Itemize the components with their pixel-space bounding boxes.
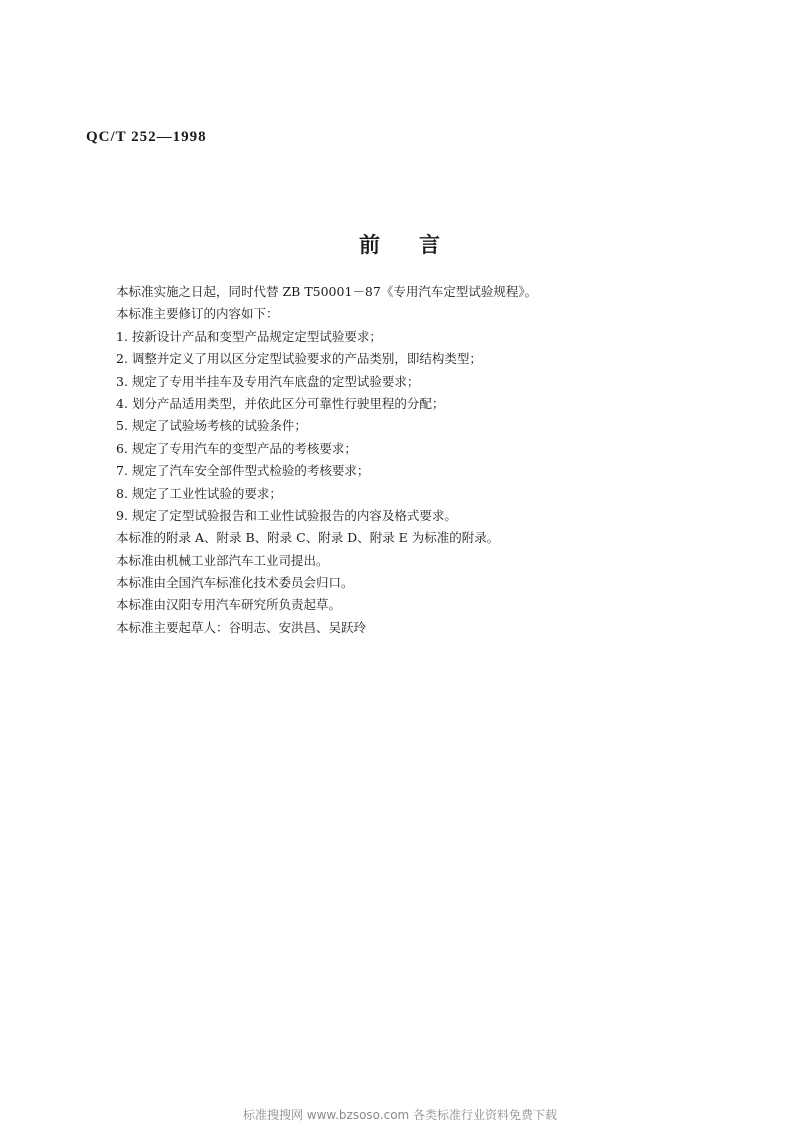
paragraph-drafting-unit: 本标准由汉阳专用汽车研究所负责起草。 [116,597,342,613]
title-char-1: 前 [359,232,381,257]
list-item: 2. 调整并定义了用以区分定型试验要求的产品类别，即结构类型； [116,351,482,367]
paragraph-committee: 本标准由全国汽车标准化技术委员会归口。 [116,575,354,591]
list-item: 9. 规定了定型试验报告和工业性试验报告的内容及格式要求。 [116,507,457,523]
watermark-footer: 标准搜搜网 www.bzsoso.com 各类标准行业资料免费下载 [242,1108,558,1122]
paragraph-proposer: 本标准由机械工业部汽车工业司提出。 [116,552,329,568]
paragraph-appendix: 本标准的附录 A、附录 B、附录 C、附录 D、附录 E 为标准的附录。 [116,530,500,546]
paragraph-drafters: 本标准主要起草人：谷明志、安洪昌、吴跃玲 [116,619,367,635]
paragraph-replacement: 本标准实施之日起，同时代替 ZB T50001－87《专用汽车定型试验规程》。 [116,284,538,299]
standard-number: QC/T 252—1998 [86,129,207,145]
list-item: 4. 划分产品适用类型，并依此区分可靠性行驶里程的分配； [116,395,445,411]
foreword-body [116,281,676,639]
title-char-2: 言 [419,232,441,257]
list-item: 1. 按新设计产品和变型产品规定定型试验要求； [116,328,382,344]
list-item: 8. 规定了工业性试验的要求； [116,485,282,501]
list-item: 3. 规定了专用半挂车及专用汽车底盘的定型试验要求； [116,373,420,389]
list-item: 6. 规定了专用汽车的变型产品的考核要求； [116,440,357,456]
paragraph-revision-intro: 本标准主要修订的内容如下： [116,306,279,322]
list-item: 7. 规定了汽车安全部件型式检验的考核要求； [116,463,370,479]
list-item: 5. 规定了试验场考核的试验条件； [116,418,307,434]
page-title [0,229,800,259]
